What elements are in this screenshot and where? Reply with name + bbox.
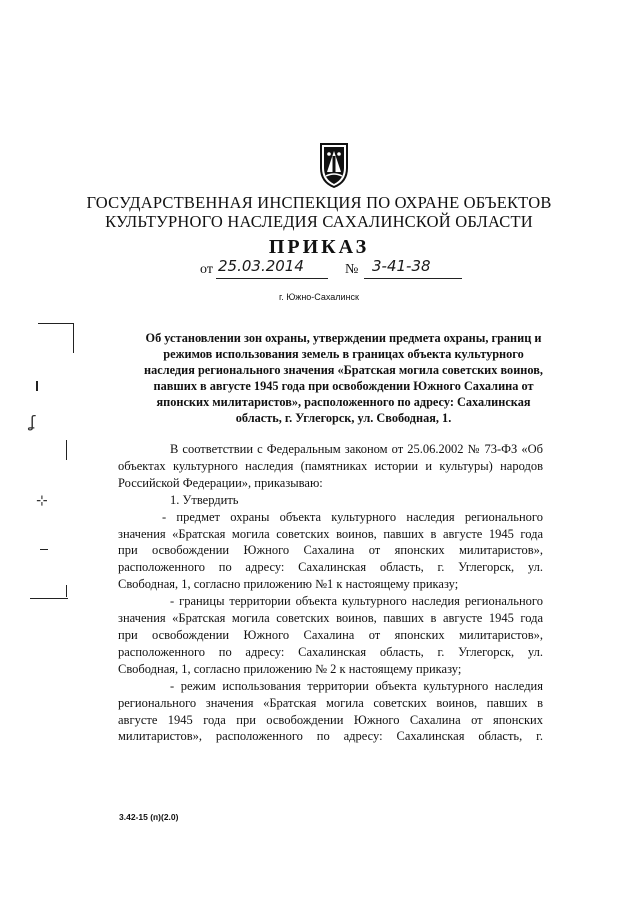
margin-mark [66, 585, 67, 597]
number-value: 3-41-38 [372, 257, 431, 275]
organization-name-line-2: КУЛЬТУРНОГО НАСЛЕДИЯ САХАЛИНСКОЙ ОБЛАСТИ [105, 212, 533, 231]
body-line: значения «Братская могила советских воинов, павших в августе 1945 года [118, 526, 543, 541]
margin-scribble-icon: ⊹ [36, 493, 48, 509]
body-line: - границы территории объекта культурного наследия регионального [170, 594, 543, 609]
margin-mark [30, 598, 68, 599]
margin-scribble-icon: ʆ [30, 412, 36, 431]
body-line: значения «Братская могила советских воинов, павших в августе 1945 года [118, 611, 543, 626]
body-line: милитаристов», расположенного по адресу: Сахалинская область, г. [118, 729, 543, 744]
number-underline [364, 278, 462, 279]
subject-line: область, г. Углегорск, ул. Свободная, 1. [235, 411, 452, 425]
subject-line: павших в августе 1945 года при освобождении Южного Сахалина от [153, 379, 534, 393]
subject-line: японских милитаристов», расположенного по адресу: Сахалинская [156, 395, 531, 409]
coat-of-arms-emblem [317, 142, 351, 188]
number-prefix: № [345, 262, 359, 277]
margin-mark [73, 323, 74, 353]
body-line: В соответствии с Федеральным законом от 25.06.2002 № 73-ФЗ «Об [170, 442, 543, 456]
body-line: августе 1945 года при освобождении Южного Сахалина от японских [118, 712, 543, 727]
body-line: Свободная, 1, согласно приложению № 2 к настоящему приказу; [118, 661, 462, 676]
document-body [118, 441, 543, 745]
subject-line: Об установлении зон охраны, утверждении предмета охраны, границ и [145, 331, 542, 345]
subject-line: режимов использования земель в границах объекта культурного [163, 347, 524, 361]
document-subject [130, 330, 557, 426]
margin-mark [40, 549, 48, 550]
body-line: регионального значения «Братская могила советских воинов, павших в [118, 695, 543, 710]
form-code: 3.42-15 (п)(2.0) [119, 812, 179, 822]
body-line: - режим использования территории объекта культурного наследия [170, 678, 543, 693]
margin-mark [66, 440, 67, 460]
document-title: ПРИКАЗ [268, 236, 370, 258]
subject-line: наследия регионального значения «Братская могила советских воинов, [144, 363, 543, 377]
body-line: расположенного по адресу: Сахалинская область, г. Углегорск, ул. [118, 644, 543, 659]
body-line: - предмет охраны объекта культурного наследия регионального [162, 509, 543, 524]
body-line: при освобождении Южного Сахалина от японских милитаристов», [118, 543, 543, 558]
organization-name-line-1: ГОСУДАРСТВЕННАЯ ИНСПЕКЦИЯ ПО ОХРАНЕ ОБЪЕКТОВ [86, 193, 552, 212]
margin-mark [36, 381, 38, 391]
date-underline [216, 278, 328, 279]
city-name: г. Южно-Сахалинск [279, 292, 359, 302]
body-line: при освобождении Южного Сахалина от японских милитаристов», [118, 627, 543, 642]
body-line: Свободная, 1, согласно приложению №1 к настоящему приказу; [118, 577, 459, 592]
date-value: 25.03.2014 [218, 257, 304, 275]
item-heading: 1. Утвердить [170, 492, 239, 507]
date-prefix: от [200, 262, 213, 277]
body-line: объектах культурного наследия (памятниках истории и культуры) народов [118, 458, 543, 473]
body-line: расположенного по адресу: Сахалинская область, г. Углегорск, ул. [118, 560, 543, 575]
margin-mark [38, 323, 74, 324]
body-line: Российской Федерации», приказываю: [118, 475, 323, 490]
